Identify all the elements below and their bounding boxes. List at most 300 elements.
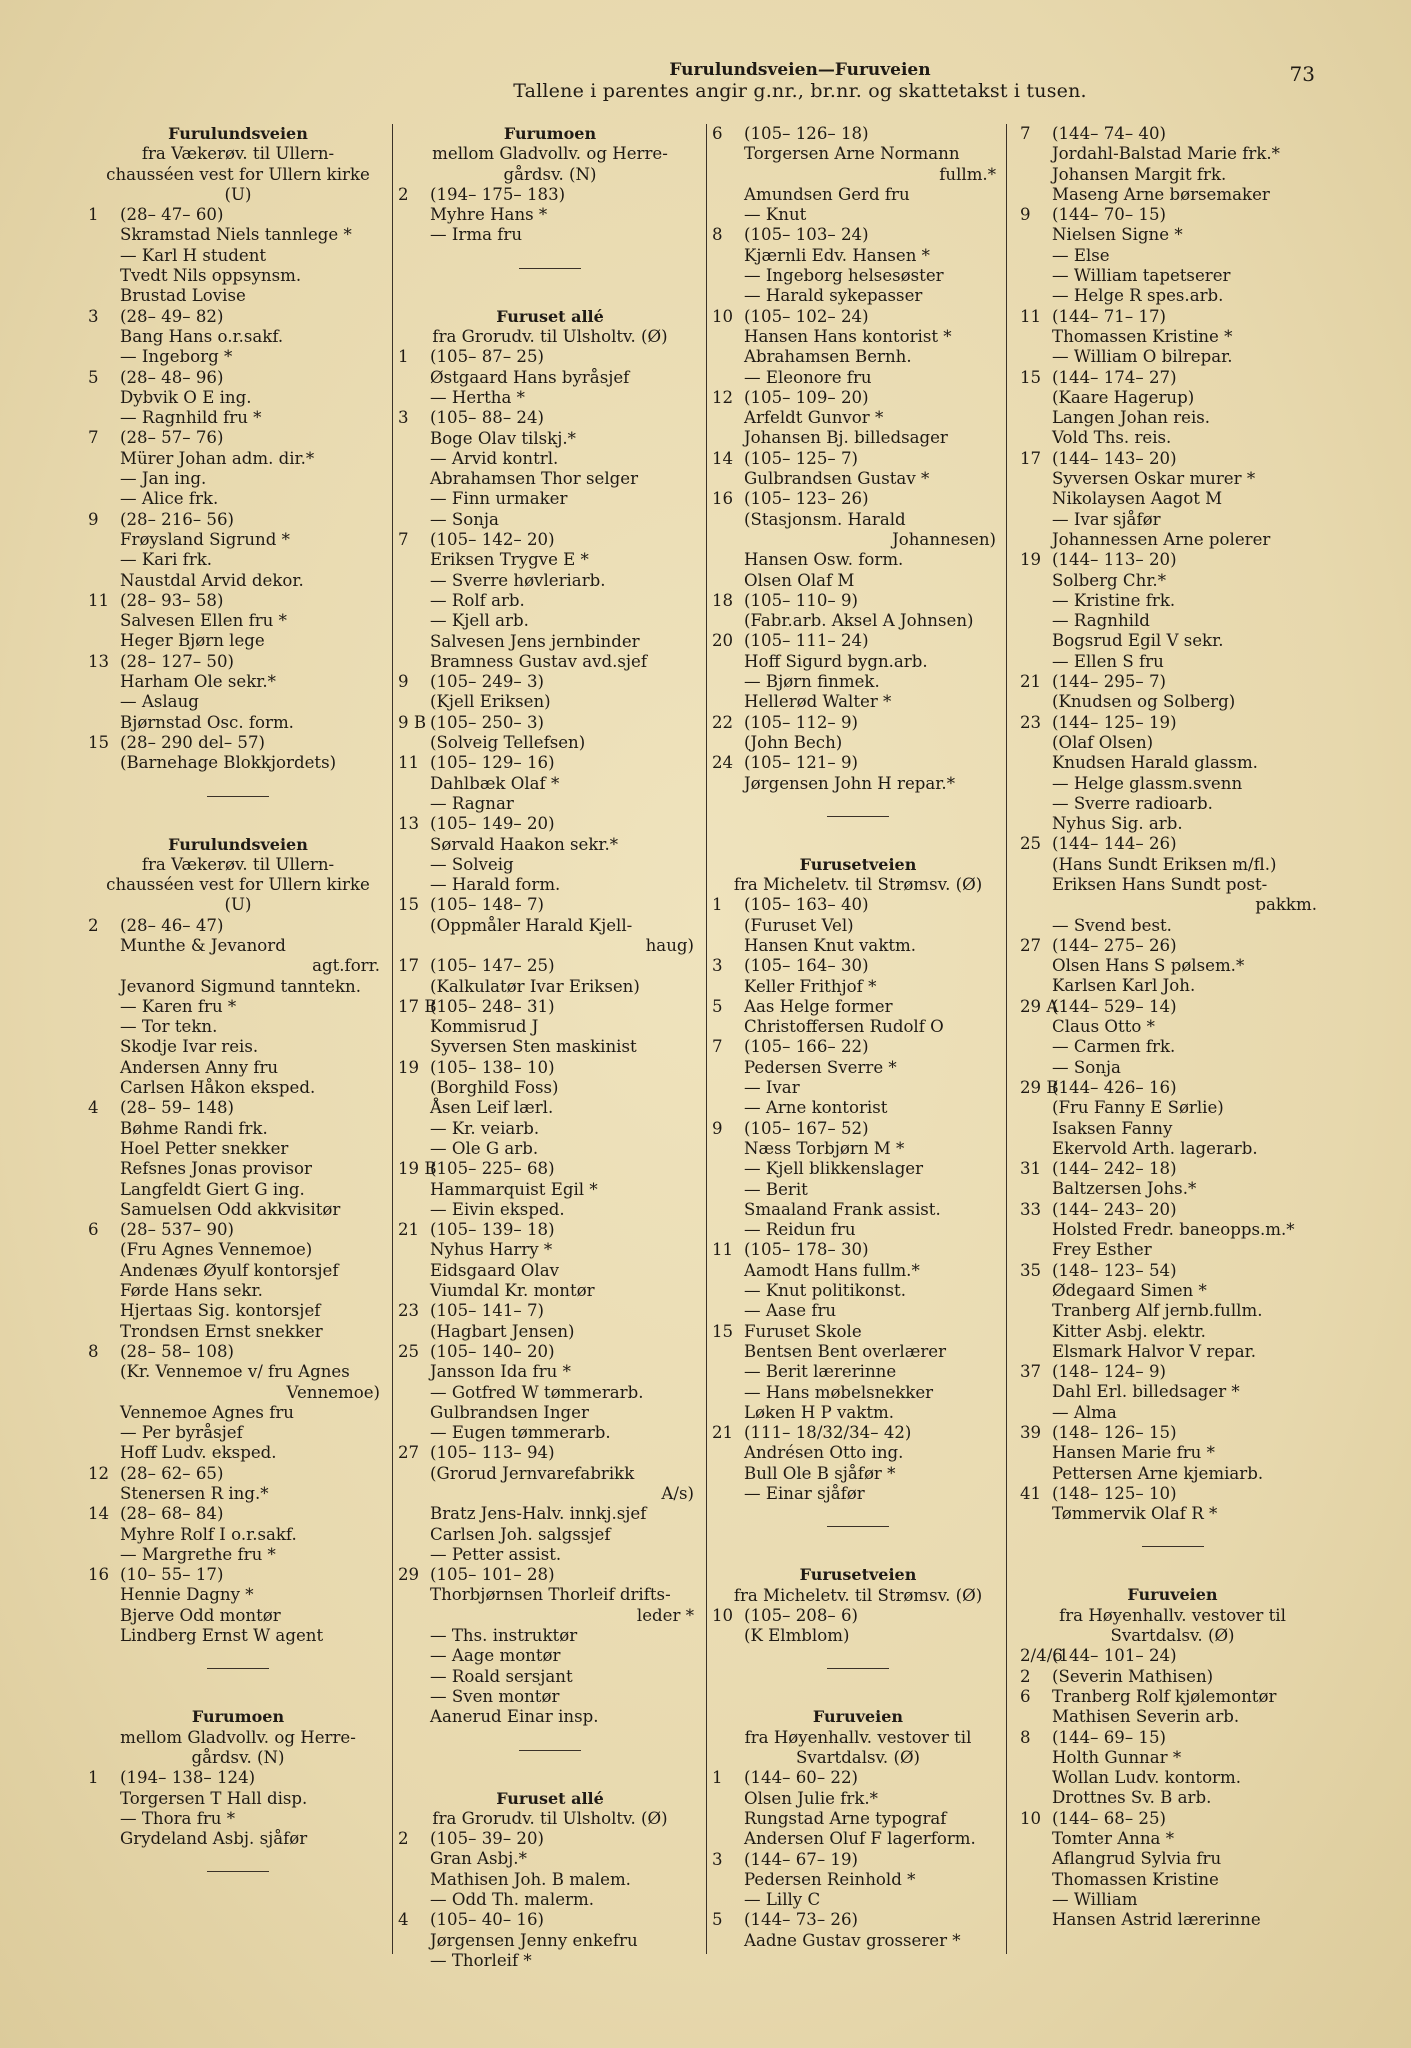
resident-entry: Skodje Ivar reis. xyxy=(120,1037,259,1057)
entry-text: (105– 148– 7) xyxy=(430,895,544,915)
resident-entry: — Solveig xyxy=(430,854,514,874)
resident-entry: Torgersen Arne Normann xyxy=(744,144,960,164)
resident-entry: (Furuset Vel) xyxy=(744,915,854,935)
entry-text: (28– 290 del– 57) xyxy=(120,732,266,752)
resident-entry: — Karl H student xyxy=(120,245,267,265)
house-number: 6 xyxy=(712,124,723,143)
house-number: 13 xyxy=(398,814,420,834)
resident-entry: Thorbjørnsen Thorleif drifts- xyxy=(430,1585,671,1605)
entry-number-line xyxy=(1020,1159,1325,1179)
entry-number-line xyxy=(1020,124,1325,144)
entry-number-line xyxy=(712,956,1004,976)
entry-text: (105– 40– 16) xyxy=(430,1910,544,1930)
resident-entry: — Helge R spes.arb. xyxy=(1052,286,1224,306)
resident-entry: — Else xyxy=(1052,245,1110,265)
resident-entry: — Ole G arb. xyxy=(430,1138,539,1158)
resident-entry: — Ingeborg * xyxy=(120,347,233,367)
resident-entry: Rungstad Arne typograf xyxy=(744,1808,947,1828)
entry-number-line xyxy=(1020,1728,1325,1748)
section-divider xyxy=(207,1871,269,1872)
resident-entry: Kommisrud J xyxy=(430,1017,539,1037)
section-divider xyxy=(827,816,889,817)
house-number: 9 xyxy=(1020,205,1031,225)
entry-number-line xyxy=(712,1768,1004,1788)
resident-entry: Pettersen Arne kjemiarb. xyxy=(1052,1463,1264,1483)
entry-text: (144– 144– 26) xyxy=(1052,834,1177,854)
resident-entry: (Kaare Hagerup) xyxy=(1052,387,1195,407)
resident-entry: — Eleonore fru xyxy=(744,367,872,387)
house-number: 6 xyxy=(88,1220,99,1240)
resident-entry: — Karen fru * xyxy=(120,996,237,1016)
resident-entry: Solberg Chr.* xyxy=(1052,570,1167,590)
column-rule xyxy=(1006,124,1007,1954)
resident-entry: Maseng Arne børsemaker xyxy=(1052,184,1270,204)
entry-number-line xyxy=(1020,449,1325,469)
entry-text: (105– 225– 68) xyxy=(430,1159,555,1179)
resident-entry: Eidsgaard Olav xyxy=(430,1260,559,1280)
resident-entry: Mathisen Severin arb. xyxy=(1052,1707,1240,1727)
house-number: 19 B xyxy=(398,1159,437,1179)
resident-entry: Claus Otto * xyxy=(1052,1017,1155,1037)
entry-number-line xyxy=(88,591,388,611)
resident-entry: — Knut politikonst. xyxy=(744,1281,906,1301)
entry-number-line xyxy=(88,733,388,753)
resident-entry: Hansen Osw. form. xyxy=(744,550,904,570)
house-number: 20 xyxy=(712,631,734,651)
entry-continuation: Vennemoe) xyxy=(286,1382,380,1402)
street-description: fra Vækerøv. til Ullern- chausséen vest for Ullern kirke (U) xyxy=(106,144,370,204)
resident-entry: — Helge glassm.svenn xyxy=(1052,773,1243,793)
entry-text: (105– 250– 3) xyxy=(430,712,544,732)
resident-entry: Thomassen Kristine xyxy=(1052,1869,1219,1889)
entry-text: (105– 149– 20) xyxy=(430,814,555,834)
house-number: 7 xyxy=(712,1037,723,1057)
house-number: 19 xyxy=(1020,550,1042,570)
resident-entry: Bjerve Odd montør xyxy=(120,1605,281,1625)
house-number: 9 B xyxy=(398,712,427,732)
resident-entry: Gran Asbj.* xyxy=(430,1849,527,1869)
entry-text: (144– 71– 17) xyxy=(1052,306,1166,326)
resident-entry: (Fru Agnes Vennemoe) xyxy=(120,1240,313,1260)
house-number: 41 xyxy=(1020,1483,1042,1503)
entry-text: (28– 127– 50) xyxy=(120,651,234,671)
resident-entry: Løken H P vaktm. xyxy=(744,1402,895,1422)
resident-entry: Langen Johan reis. xyxy=(1052,408,1211,428)
entry-number-line xyxy=(398,753,702,773)
house-number: 8 xyxy=(712,225,723,245)
resident-entry: Næss Torbjørn M * xyxy=(744,1138,905,1158)
entry-text: (105– 178– 30) xyxy=(744,1240,869,1260)
resident-entry: Hansen Hans kontorist * xyxy=(744,326,952,346)
house-number: 3 xyxy=(398,408,409,428)
resident-entry: — Gotfred W tømmerarb. xyxy=(430,1382,644,1402)
house-number: 9 xyxy=(398,672,409,692)
house-number: 33 xyxy=(1020,1199,1042,1219)
resident-entry: Nikolaysen Aagot M xyxy=(1052,489,1223,509)
resident-entry: — Ingeborg helsesøster xyxy=(744,266,944,286)
entry-number-line xyxy=(712,1119,1004,1139)
entry-number-line xyxy=(1020,1261,1325,1281)
resident-entry: Hansen Knut vaktm. xyxy=(744,935,917,955)
entry-number-line xyxy=(398,1910,702,1930)
house-number: 11 xyxy=(1020,306,1042,326)
entry-list xyxy=(398,185,702,246)
resident-entry: — Sonja xyxy=(430,509,499,529)
section-divider xyxy=(207,796,269,797)
house-number: 27 xyxy=(398,1443,420,1463)
resident-entry: Baltzersen Johs.* xyxy=(1052,1179,1197,1199)
entry-number-line xyxy=(88,368,388,388)
resident-entry: Bratz Jens-Halv. innkj.sjef xyxy=(430,1504,647,1524)
resident-entry: Tvedt Nils oppsynsm. xyxy=(120,266,302,286)
entry-number-line xyxy=(398,997,702,1017)
resident-entry: Carlsen Håkon eksped. xyxy=(120,1078,316,1098)
resident-entry: Hennie Dagny * xyxy=(120,1585,254,1605)
resident-entry: Grydeland Asbj. sjåfør xyxy=(120,1829,308,1849)
entry-list xyxy=(1020,1646,1325,1930)
resident-entry: Gulbrandsen Inger xyxy=(430,1402,589,1422)
entry-number-line xyxy=(712,591,1004,611)
entry-text: (105– 139– 18) xyxy=(430,1220,555,1240)
section-divider xyxy=(207,1668,269,1669)
resident-entry: Keller Frithjof * xyxy=(744,976,877,996)
entry-number-line xyxy=(88,916,388,936)
house-number: 1 xyxy=(712,1768,723,1788)
entry-text: (105– 249– 3) xyxy=(430,672,544,692)
resident-entry: Åsen Leif lærl. xyxy=(430,1098,554,1118)
resident-entry: Naustdal Arvid dekor. xyxy=(120,570,304,590)
street-heading: Furusetveien xyxy=(799,1565,917,1585)
resident-entry: Eriksen Trygve E * xyxy=(430,550,589,570)
street-heading: Furuveien xyxy=(1127,1585,1218,1605)
entry-text: (105– 140– 20) xyxy=(430,1341,555,1361)
house-number: 17 B xyxy=(398,996,437,1016)
entry-text: (105– 142– 20) xyxy=(430,530,555,550)
resident-entry: — Petter assist. xyxy=(430,1544,562,1564)
house-number: 2/4/6 xyxy=(1020,1646,1063,1666)
entry-number-line xyxy=(88,1342,388,1362)
entry-text: (105– 102– 24) xyxy=(744,306,869,326)
entry-text: (144– 101– 24) xyxy=(1052,1646,1177,1666)
entry-number-line xyxy=(712,225,1004,245)
resident-entry: — Sverre radioarb. xyxy=(1052,793,1213,813)
resident-entry: — Thorleif * xyxy=(430,1950,532,1970)
entry-list xyxy=(88,205,388,773)
entry-text: (105– 103– 24) xyxy=(744,225,869,245)
resident-entry: Jørgensen John H repar.* xyxy=(744,773,955,793)
resident-entry: (K Elmblom) xyxy=(744,1626,850,1646)
resident-entry: Nyhus Harry * xyxy=(430,1240,553,1260)
entry-text: (105– 109– 20) xyxy=(744,387,869,407)
resident-entry: — Finn urmaker xyxy=(430,489,568,509)
resident-entry: — William tapetserer xyxy=(1052,266,1231,286)
street-description: mellom Gladvollv. og Herre- gårdsv. (N) xyxy=(120,1727,356,1767)
entry-number-line xyxy=(398,956,702,976)
header-note: Tallene i parentes angir g.nr., br.nr. og skattetakst i tusen. xyxy=(513,80,1087,103)
street-heading: Furuset allé xyxy=(496,1788,604,1808)
resident-entry: Aanerud Einar insp. xyxy=(430,1707,599,1727)
entry-number-line xyxy=(1020,1078,1325,1098)
street-description: fra Micheletv. til Strømsv. (Ø) xyxy=(733,1585,983,1605)
entry-continuation: leder * xyxy=(636,1605,694,1625)
entry-number-line xyxy=(398,895,702,915)
entry-number-line xyxy=(1020,1687,1325,1707)
resident-entry: — Ths. instruktør xyxy=(430,1626,578,1646)
resident-entry: Hellerød Walter * xyxy=(744,692,892,712)
resident-entry: — Sven montør xyxy=(430,1686,560,1706)
resident-entry: Dahlbæk Olaf * xyxy=(430,773,560,793)
entry-text: (105– 87– 25) xyxy=(430,347,544,367)
house-number: 17 xyxy=(398,956,420,976)
house-number: 3 xyxy=(88,306,99,326)
house-number: 3 xyxy=(712,956,723,976)
resident-entry: — Odd Th. malerm. xyxy=(430,1890,594,1910)
resident-entry: Gulbrandsen Gustav * xyxy=(744,469,930,489)
entry-number-line xyxy=(712,1037,1004,1057)
entry-number-line xyxy=(1020,368,1325,388)
entry-number-line xyxy=(712,307,1004,327)
entry-number-line xyxy=(88,307,388,327)
resident-entry: Vold Ths. reis. xyxy=(1052,428,1172,448)
resident-entry: Frøysland Sigrund * xyxy=(120,529,290,549)
resident-entry: Knudsen Harald glassm. xyxy=(1052,753,1258,773)
house-number: 7 xyxy=(88,428,99,448)
resident-entry: — Berit lærerinne xyxy=(744,1362,897,1382)
house-number: 29 B xyxy=(1020,1077,1059,1097)
house-number: 29 A xyxy=(1020,996,1059,1016)
column-2 xyxy=(398,124,702,1971)
resident-entry: Hjertaas Sig. kontorsjef xyxy=(120,1301,321,1321)
house-number: 6 xyxy=(1020,1686,1031,1706)
entry-text: (105– 167– 52) xyxy=(744,1118,869,1138)
entry-text: (144– 68– 25) xyxy=(1052,1808,1166,1828)
entry-continuation: pakkm. xyxy=(1255,895,1317,915)
entry-text: (105– 164– 30) xyxy=(744,956,869,976)
entry-text: (28– 59– 148) xyxy=(120,1098,234,1118)
street-heading: Furumoen xyxy=(191,1707,285,1727)
resident-entry: Dybvik O E ing. xyxy=(120,387,252,407)
house-number: 10 xyxy=(712,1605,734,1625)
entry-number-line xyxy=(1020,997,1325,1017)
column-3 xyxy=(712,124,1004,1951)
entry-text: (28– 58– 108) xyxy=(120,1341,234,1361)
resident-entry: — Arvid kontrl. xyxy=(430,448,559,468)
resident-entry: — Alice frk. xyxy=(120,489,219,509)
house-number: 23 xyxy=(398,1301,420,1321)
resident-entry: Østgaard Hans byråsjef xyxy=(430,367,630,387)
resident-entry: Johansen Margit frk. xyxy=(1052,164,1227,184)
entry-text: Aas Helge former xyxy=(744,996,893,1016)
resident-entry: Ekervold Arth. lagerarb. xyxy=(1052,1138,1258,1158)
resident-entry: — Arne kontorist xyxy=(744,1098,888,1118)
house-number: 29 xyxy=(398,1565,420,1585)
column-rule xyxy=(392,124,393,1954)
resident-entry: — Eugen tømmerarb. xyxy=(430,1423,611,1443)
resident-entry: — Harald sykepasser xyxy=(744,286,923,306)
house-number: 5 xyxy=(88,367,99,387)
entry-number-line xyxy=(712,1850,1004,1870)
entry-text: (28– 216– 56) xyxy=(120,509,234,529)
house-number: 22 xyxy=(712,712,734,732)
resident-entry: Arfeldt Gunvor * xyxy=(744,408,884,428)
street-description: fra Høyenhallv. vestover til Svartdalsv. (Ø) xyxy=(744,1727,972,1768)
house-number: 2 xyxy=(88,915,99,935)
house-number: 27 xyxy=(1020,935,1042,955)
house-number: 35 xyxy=(1020,1260,1042,1280)
entry-number-line xyxy=(1020,672,1325,692)
running-title: Furulundsveien—Furuveien xyxy=(669,60,931,80)
entry-list xyxy=(712,1768,1004,1951)
resident-entry: (Olaf Olsen) xyxy=(1052,732,1154,752)
resident-entry: Dahl Erl. billedsager * xyxy=(1052,1382,1240,1402)
resident-entry: Mathisen Joh. B malem. xyxy=(430,1869,631,1889)
entry-text: (105– 111– 24) xyxy=(744,631,869,651)
resident-entry: Hammarquist Egil * xyxy=(430,1179,598,1199)
resident-entry: — Reidun fru xyxy=(744,1220,856,1240)
resident-entry: Brustad Lovise xyxy=(120,286,246,306)
street-heading: Furusetveien xyxy=(799,854,917,874)
entry-text: (105– 163– 40) xyxy=(744,895,869,915)
entry-number-line xyxy=(398,408,702,428)
resident-entry: Karlsen Karl Joh. xyxy=(1052,976,1196,996)
entry-text: (144– 295– 7) xyxy=(1052,672,1166,692)
resident-entry: Jevanord Sigmund tanntekn. xyxy=(120,976,361,996)
entry-number-line xyxy=(712,631,1004,651)
entry-text: (144– 275– 26) xyxy=(1052,935,1177,955)
resident-entry: Trondsen Ernst snekker xyxy=(120,1321,323,1341)
house-number: 1 xyxy=(88,1768,99,1788)
house-number: 2 xyxy=(1020,1666,1031,1686)
street-description: fra Micheletv. til Strømsv. (Ø) xyxy=(733,875,983,895)
house-number: 7 xyxy=(1020,124,1031,143)
resident-entry: — Hertha * xyxy=(430,387,525,407)
house-number: 15 xyxy=(88,732,110,752)
resident-entry: Hoff Ludv. eksped. xyxy=(120,1443,277,1463)
house-number: 5 xyxy=(712,1910,723,1930)
entry-number-line xyxy=(88,1098,388,1118)
resident-entry: Bentsen Bent overlærer xyxy=(744,1341,947,1361)
resident-entry: Samuelsen Odd akkvisitør xyxy=(120,1199,341,1219)
entry-text: (148– 123– 54) xyxy=(1052,1260,1177,1280)
street-description: fra Grorudv. til Ulsholtv. (Ø) xyxy=(432,327,668,347)
entry-number-line xyxy=(1020,1200,1325,1220)
house-number: 23 xyxy=(1020,712,1042,732)
entry-number-line xyxy=(712,1240,1004,1260)
entry-text: (144– 74– 40) xyxy=(1052,124,1166,143)
house-number: 9 xyxy=(88,509,99,529)
resident-entry: — Kari frk. xyxy=(120,550,213,570)
resident-entry: Tømmervik Olaf R * xyxy=(1052,1504,1218,1524)
house-number: 9 xyxy=(712,1118,723,1138)
entry-number-line xyxy=(398,185,702,205)
resident-entry: Aadne Gustav grosserer * xyxy=(744,1930,961,1950)
entry-text: (28– 46– 47) xyxy=(120,915,224,935)
resident-entry: Aflangrud Sylvia fru xyxy=(1052,1849,1222,1869)
house-number: 19 xyxy=(398,1057,420,1077)
entry-text: (28– 57– 76) xyxy=(120,428,224,448)
street-heading: Furuveien xyxy=(812,1707,904,1727)
entry-text: (144– 426– 16) xyxy=(1052,1077,1177,1097)
resident-entry: Isaksen Fanny xyxy=(1052,1118,1173,1138)
entry-text: (105– 88– 24) xyxy=(430,408,544,428)
entry-number-line xyxy=(1020,1667,1325,1687)
resident-entry: (Barnehage Blokkjordets) xyxy=(120,753,337,773)
entry-number-line xyxy=(88,1565,388,1585)
resident-entry: — Svend best. xyxy=(1052,915,1172,935)
entry-text: (144– 113– 20) xyxy=(1052,550,1177,570)
entry-text: (105– 208– 6) xyxy=(744,1605,858,1625)
street-description: fra Grorudv. til Ulsholtv. (Ø) xyxy=(432,1808,668,1828)
entry-text: (105– 39– 20) xyxy=(430,1829,544,1849)
house-number: 25 xyxy=(398,1341,420,1361)
entry-number-line xyxy=(398,530,702,550)
entry-number-line xyxy=(712,1910,1004,1930)
resident-entry: Munthe & Jevanord xyxy=(120,935,286,955)
resident-entry: — Knut xyxy=(744,205,807,225)
entry-continuation: fullm.* xyxy=(939,164,996,184)
resident-entry: Viumdal Kr. montør xyxy=(430,1281,595,1301)
resident-entry: — Ragnar xyxy=(430,793,514,813)
resident-entry: (Kjell Eriksen) xyxy=(430,692,551,712)
resident-entry: — Berit xyxy=(744,1179,808,1199)
resident-entry: Førde Hans sekr. xyxy=(120,1281,263,1301)
entry-list xyxy=(398,1829,702,1971)
entry-text: (105– 125– 7) xyxy=(744,448,858,468)
resident-entry: Torgersen T Hall disp. xyxy=(120,1788,308,1808)
entry-number-line xyxy=(88,652,388,672)
resident-entry: — Einar sjåfør xyxy=(744,1484,865,1503)
resident-entry: Wollan Ludv. kontorm. xyxy=(1052,1768,1242,1788)
resident-entry: Nyhus Sig. arb. xyxy=(1052,814,1183,834)
page-number: 73 xyxy=(1289,62,1315,86)
entry-number-line xyxy=(398,347,702,367)
resident-entry: (Kalkulatør Ivar Eriksen) xyxy=(430,976,640,996)
resident-entry: — Hans møbelsnekker xyxy=(744,1382,934,1402)
entry-number-line xyxy=(712,1606,1004,1626)
resident-entry: Pedersen Reinhold * xyxy=(744,1869,916,1889)
house-number: 1 xyxy=(88,205,99,225)
house-number: 21 xyxy=(398,1220,420,1240)
column-rule xyxy=(706,124,707,1954)
resident-entry: Syversen Oskar murer * xyxy=(1052,469,1256,489)
resident-entry: Bogsrud Egil V sekr. xyxy=(1052,631,1224,651)
entry-number-line xyxy=(712,489,1004,509)
street-heading: Furumoen xyxy=(503,124,597,143)
resident-entry: Bjørnstad Osc. form. xyxy=(120,712,294,732)
resident-entry: (Hagbart Jensen) xyxy=(430,1321,575,1341)
house-number: 12 xyxy=(712,387,734,407)
entry-number-line xyxy=(88,1504,388,1524)
house-number: 17 xyxy=(1020,448,1042,468)
resident-entry: — Ivar xyxy=(744,1078,800,1098)
resident-entry: Bull Ole B sjåfør * xyxy=(744,1463,896,1483)
entry-number-line xyxy=(712,388,1004,408)
entry-number-line xyxy=(712,1423,1004,1443)
entry-text: (148– 126– 15) xyxy=(1052,1423,1177,1442)
entry-number-line xyxy=(1020,307,1325,327)
resident-entry: — Kjell blikkenslager xyxy=(744,1159,924,1179)
resident-entry: Abrahamsen Bernh. xyxy=(744,347,912,367)
resident-entry: Andersen Oluf F lagerform. xyxy=(744,1829,976,1849)
house-number: 11 xyxy=(398,753,420,773)
resident-entry: — Lilly C xyxy=(744,1890,821,1910)
resident-entry: (John Bech) xyxy=(744,732,843,752)
entry-number-line xyxy=(1020,550,1325,570)
entry-continuation: Johannesen) xyxy=(892,529,996,549)
entry-text: (105– 123– 26) xyxy=(744,489,869,509)
entry-number-line xyxy=(398,672,702,692)
resident-entry: Johansen Bj. billedsager xyxy=(744,428,948,448)
